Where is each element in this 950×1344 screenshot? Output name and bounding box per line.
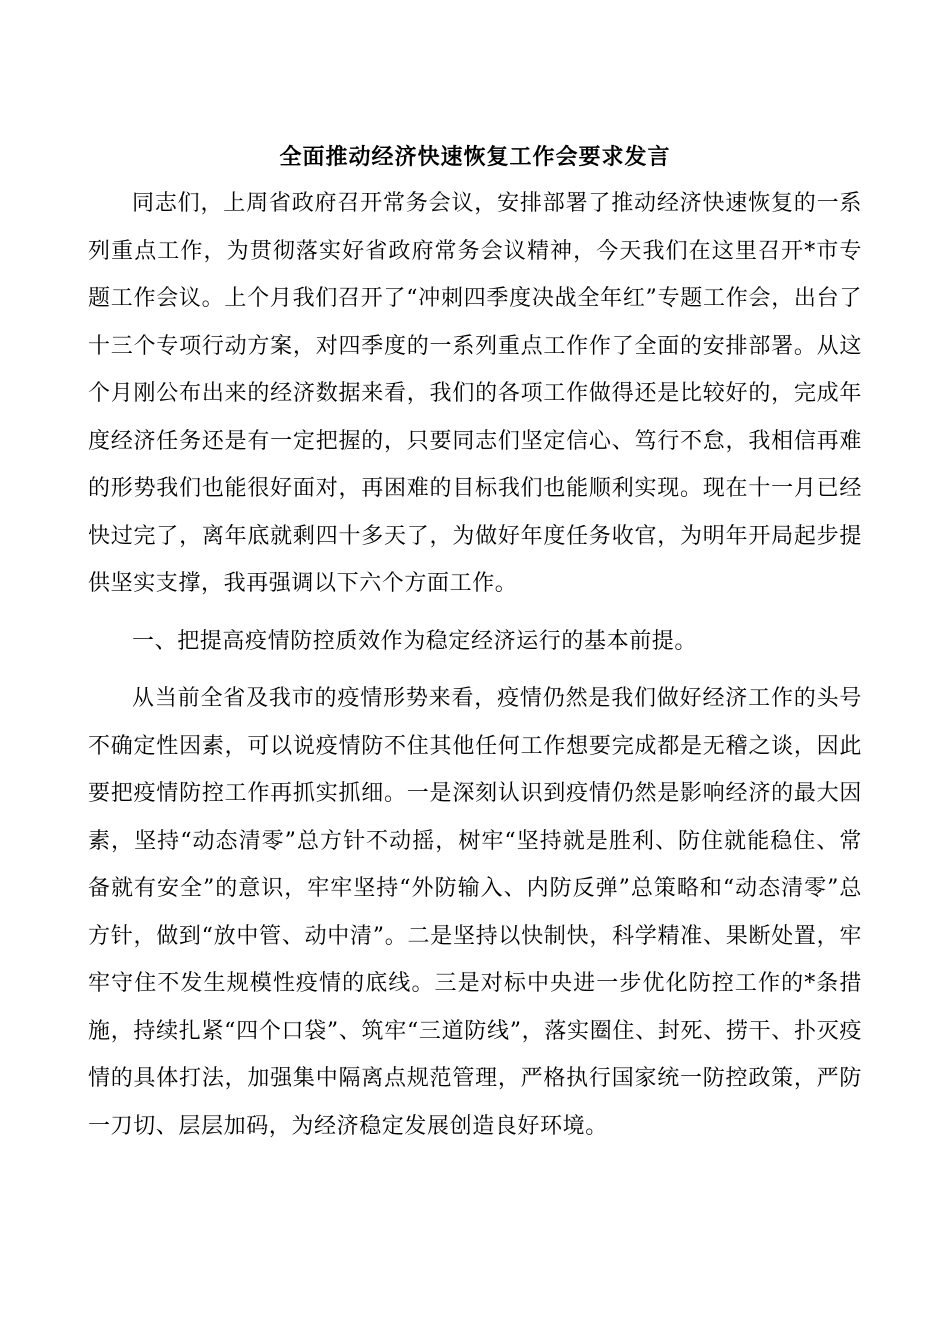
section-paragraph: 从当前全省及我市的疫情形势来看，疫情仍然是我们做好经济工作的头号不确定性因素，可以说疫情防不住其他任何工作想要完成都是无稽之谈，因此要把疫情防控工作再抓实抓细。一是深刻认识到疫情仍然是影响经济的最大因素，坚持“动态清零”总方针不动摇，树牢“坚持就是胜利、防住就能稳住、常备就有安全”的意识，牢牢坚持“外防输入、内防反弹”总策略和“动态清零”总方针，做到“放中管、动中清”。二是坚持以快制快，科学精准、果断处置，牢牢守住不发生规模性疫情的底线。三是对标中央进一步优化防控工作的*条措施，持续扎紧“四个口袋”、筑牢“三道防线”，落实圈住、封死、捞干、扑灭疫情的具体打法，加强集中隔离点规范管理，严格执行国家统一防控政策，严防一刀切、层层加码，为经济稳定发展创造良好环境。 bbox=[88, 686, 862, 1139]
section-heading: 一、把提高疫情防控质效作为稳定经济运行的基本前提。 bbox=[132, 628, 698, 654]
document-title: 全面推动经济快速恢复工作会要求发言 bbox=[279, 144, 671, 170]
intro-paragraph: 同志们，上周省政府召开常务会议，安排部署了推动经济快速恢复的一系列重点工作，为贯彻落实好省政府常务会议精神，今天我们在这里召开*市专题工作会议。上个月我们召开了“冲刺四季度决战全年红”专题工作会，出台了十三个专项行动方案，对四季度的一系列重点工作作了全面的安排部署。从这个月刚公布出来的经济数据来看，我们的各项工作做得还是比较好的，完成年度经济任务还是有一定把握的，只要同志们坚定信心、笃行不怠，我相信再难的形势我们也能很好面对，再困难的目标我们也能顺利实现。现在十一月已经快过完了，离年底就剩四十多天了，为做好年度任务收官，为明年开局起步提供坚实支撑，我再强调以下六个方面工作。 bbox=[88, 191, 862, 596]
